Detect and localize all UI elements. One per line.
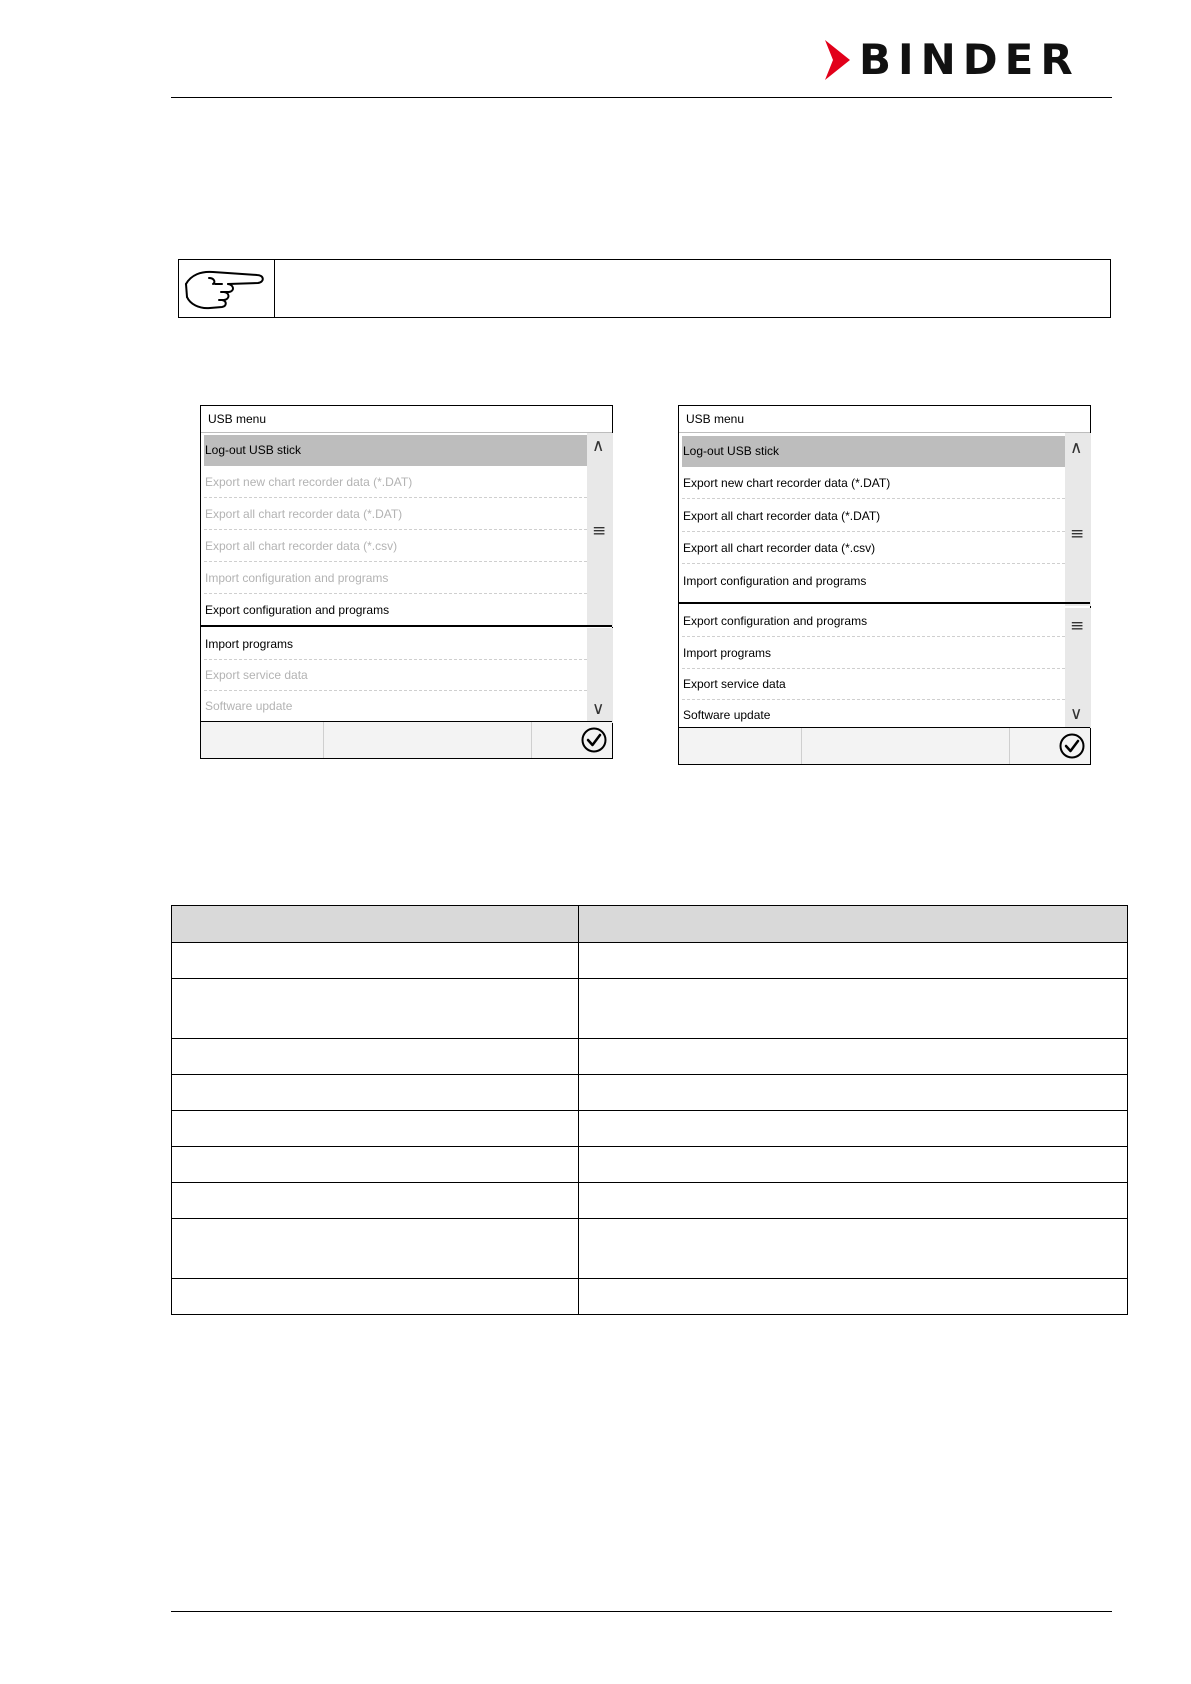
bottom-button-bar [201,721,612,758]
table-cell [579,1111,1128,1147]
bottom-bar-divider [531,722,532,758]
bottom-bar-divider [801,728,802,764]
table-cell [579,943,1128,979]
usb-menu-title: USB menu [679,406,1090,433]
bottom-bar-divider [323,722,324,758]
table-cell [172,1111,579,1147]
menu-item-export-config[interactable]: Export configuration and programs [205,603,390,617]
binder-logo-mark-icon [821,38,853,82]
menu-item-import-config[interactable]: Import configuration and programs [204,563,587,594]
table-cell [172,1039,579,1075]
binder-logo [821,35,1112,84]
table-row [172,1183,1128,1219]
menu-item-export-service[interactable]: Export service data [682,669,1065,700]
list-separator [679,602,1090,604]
bottom-bar-divider [1009,728,1010,764]
usb-menu-screen-left [200,405,613,759]
usb-menu-screen-right [678,405,1091,765]
list-separator [201,625,612,627]
menu-item-import-programs[interactable]: Import programs [682,638,1065,669]
menu-item-software-update[interactable]: Software update [683,708,771,722]
menu-item-logout-usb[interactable]: Log-out USB stick [682,436,1065,467]
note-icon-cell [179,260,275,317]
table-row [172,1279,1128,1315]
table-row [172,1039,1128,1075]
menu-item-export-all-dat[interactable]: Export all chart recorder data (*.DAT) [682,501,1065,532]
scroll-menu-icon[interactable]: ≡ [592,521,607,541]
pointing-hand-icon [179,260,274,317]
scroll-down-icon[interactable]: ∨ [1070,704,1083,724]
menu-item-import-programs[interactable]: Import programs [204,629,587,660]
menu-item-export-new-dat[interactable]: Export new chart recorder data (*.DAT) [204,467,587,498]
menu-item-software-update[interactable]: Software update [205,699,293,713]
bottom-button-bar [679,727,1090,764]
table-cell [172,1147,579,1183]
table-cell [172,979,579,1039]
table-cell [172,1183,579,1219]
confirm-check-icon[interactable] [1059,733,1085,759]
table-cell [579,1219,1128,1279]
confirm-check-icon[interactable] [581,727,607,753]
note-box [178,259,1111,318]
table-cell [172,1075,579,1111]
menu-item-import-config[interactable]: Import configuration and programs [683,574,867,588]
binder-logo-text: BINDER [859,35,1080,84]
table-row [172,1111,1128,1147]
table-row [172,1147,1128,1183]
table-cell [579,1039,1128,1075]
table-cell [579,1279,1128,1315]
table-header-cell [172,906,579,943]
menu-item-export-config[interactable]: Export configuration and programs [682,606,1065,637]
usb-functions-table [171,905,1128,1315]
menu-item-export-all-dat[interactable]: Export all chart recorder data (*.DAT) [204,499,587,530]
menu-item-export-new-dat[interactable]: Export new chart recorder data (*.DAT) [682,468,1065,499]
footer-rule [171,1611,1112,1612]
scroll-menu-icon[interactable]: ≡ [1070,524,1085,544]
table-cell [579,1183,1128,1219]
menu-item-logout-usb[interactable]: Log-out USB stick [204,435,587,466]
table-cell [579,1147,1128,1183]
menu-item-export-all-csv[interactable]: Export all chart recorder data (*.csv) [682,533,1065,564]
menu-item-export-all-csv[interactable]: Export all chart recorder data (*.csv) [204,531,587,562]
scrollbar-top[interactable] [1065,433,1091,606]
table-row [172,1075,1128,1111]
table-header-cell [579,906,1128,943]
usb-menu-title: USB menu [201,406,612,433]
scroll-up-icon[interactable]: ∧ [592,436,605,456]
table-cell [172,1279,579,1315]
table-row [172,1219,1128,1279]
table-row [172,943,1128,979]
table-header-row [172,906,1128,943]
table-cell [172,943,579,979]
menu-item-export-service[interactable]: Export service data [204,660,587,691]
table-cell [579,1075,1128,1111]
scroll-down-icon[interactable]: ∨ [592,699,605,719]
table-cell [579,979,1128,1039]
table-row [172,979,1128,1039]
header-rule [171,97,1112,98]
scroll-up-icon[interactable]: ∧ [1070,438,1083,458]
table-cell [172,1219,579,1279]
scroll-menu-icon[interactable]: ≡ [1070,616,1085,636]
